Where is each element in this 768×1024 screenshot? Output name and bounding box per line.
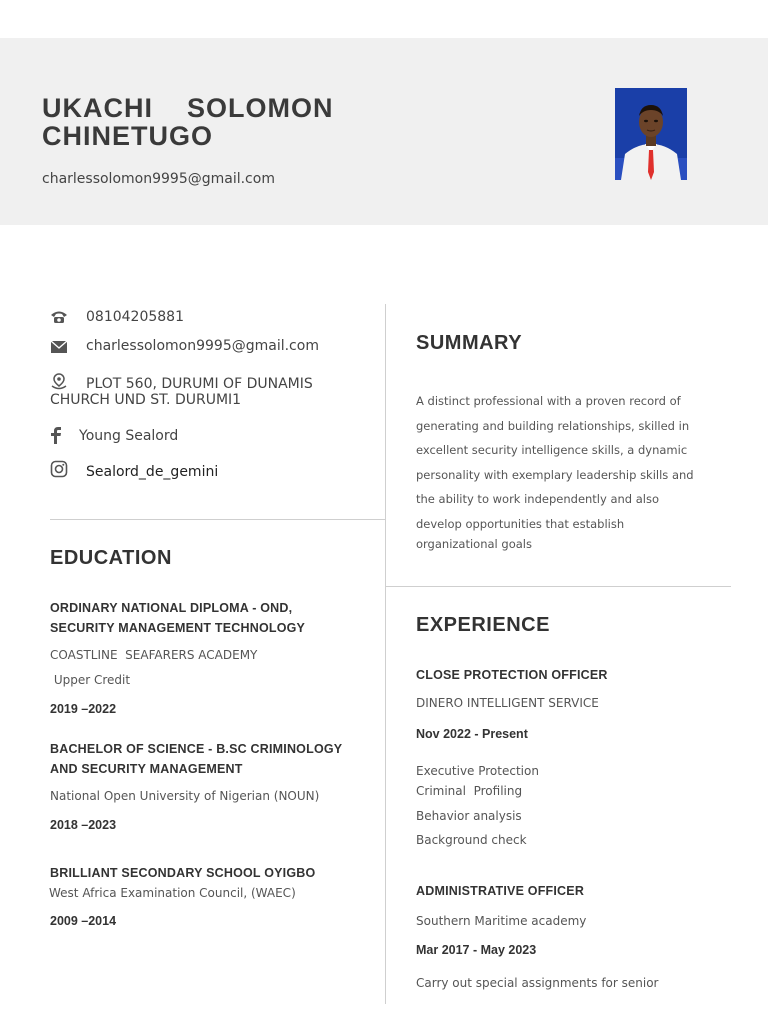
education-degree-line-2: SECURITY MANAGEMENT TECHNOLOGY [50,621,306,635]
experience-duty: Criminal Profiling [416,784,523,798]
education-item-bsc [50,739,390,779]
education-grade: Upper Credit [50,673,131,687]
header-email: charlessolomon9995@gmail.com [42,171,275,187]
mail-icon [50,339,68,357]
experience-role: CLOSE PROTECTION OFFICER [416,668,608,682]
summary-line: personality with exemplary leadership skills and [416,467,694,482]
name-line-2: CHINETUGO [42,121,213,151]
experience-dates: Nov 2022 - Present [416,727,528,741]
experience-company: Southern Maritime academy [416,914,587,928]
summary-heading: SUMMARY [416,332,523,354]
contact-education-divider [50,519,385,520]
summary-experience-divider [386,586,731,587]
experience-company: DINERO INTELLIGENT SERVICE [416,696,599,710]
contact-instagram[interactable]: Sealord_de_gemini [86,464,219,480]
education-dates: 2019 –2022 [50,702,117,716]
contact-facebook[interactable]: Young Sealord [79,428,179,444]
education-dates: 2009 –2014 [50,914,117,928]
experience-duty: Carry out special assignments for senior [416,976,659,990]
education-dates: 2018 –2023 [50,818,117,832]
education-item-secondary [50,863,390,883]
education-heading: EDUCATION [50,547,172,569]
address-line-1: PLOT 560, DURUMI OF DUNAMIS [86,376,313,392]
experience-duty: Executive Protection [416,764,539,778]
experience-duty: Background check [416,833,527,847]
education-degree-line-1: ORDINARY NATIONAL DIPLOMA - OND, [50,601,293,615]
facebook-icon [50,426,68,444]
summary-line: generating and building relationships, skilled in [416,418,690,433]
experience-duty: Behavior analysis [416,809,522,823]
education-degree-line-2: AND SECURITY MANAGEMENT [50,762,243,776]
contact-email[interactable]: charlessolomon9995@gmail.com [86,338,319,354]
column-divider [385,304,386,1004]
experience-role: ADMINISTRATIVE OFFICER [416,884,585,898]
phone-icon [50,309,68,327]
profile-photo [615,88,687,180]
education-institution: West Africa Examination Council, (WAEC) [49,886,296,900]
education-institution: COASTLINE SEAFARERS ACADEMY [50,648,258,662]
experience-dates: Mar 2017 - May 2023 [416,943,537,957]
contact-address [50,376,370,408]
summary-line: the ability to work independently and also [416,492,660,506]
instagram-icon [50,460,68,478]
education-institution: National Open University of Nigerian (NOUN) [50,789,320,803]
summary-paragraph [416,389,736,552]
summary-line: develop opportunities that establish [416,516,625,531]
profile-photo-portrait [615,88,687,180]
candidate-name [42,94,334,150]
experience-heading: EXPERIENCE [416,614,550,636]
address-line-2: CHURCH UND ST. DURUMI1 [50,392,242,408]
name-line-1: UKACHI SOLOMON [42,93,334,123]
summary-line: organizational goals [416,537,532,551]
education-degree-line-1: BACHELOR OF SCIENCE - B.SC CRIMINOLOGY [50,742,343,756]
education-degree-line-1: BRILLIANT SECONDARY SCHOOL OYIGBO [50,866,316,880]
summary-line: excellent security intelligence skills, a dynamic [416,443,688,457]
education-item-ond [50,598,390,638]
summary-line: A distinct professional with a proven record of [416,394,681,408]
contact-phone: 08104205881 [86,309,184,325]
